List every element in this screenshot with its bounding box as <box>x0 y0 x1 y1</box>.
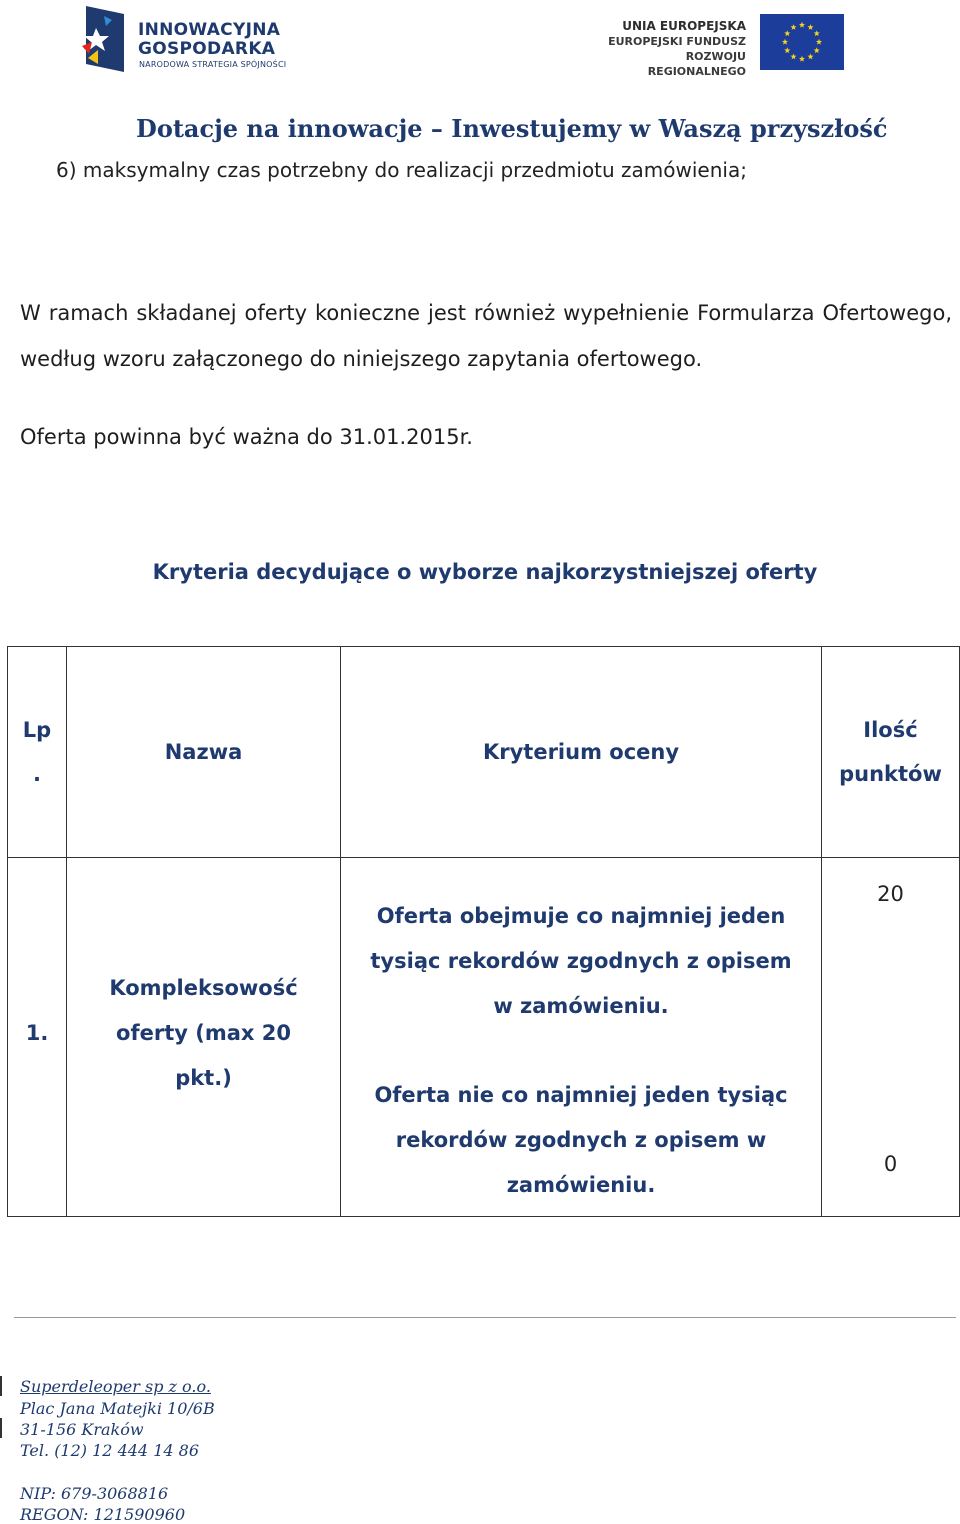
eu-logo-line3: ROZWOJU REGIONALNEGO <box>647 50 746 78</box>
item-6-text: 6) maksymalny czas potrzebny do realizacji przedmiotu zamówienia; <box>56 158 747 182</box>
criteria-table <box>7 646 960 1217</box>
criterion-b-line1: Oferta nie co najmniej jeden tysiąc <box>374 1083 788 1107</box>
table-header-row <box>8 647 960 858</box>
footer-phone: Tel. (12) 12 444 14 86 <box>20 1441 199 1460</box>
criterion-b <box>341 1073 821 1208</box>
row-lp-value: 1. <box>25 1021 49 1045</box>
row-lp <box>8 858 67 1217</box>
points-a: 20 <box>877 882 904 906</box>
footer-divider <box>14 1317 956 1318</box>
row-name-line2: oferty (max 20 <box>116 1020 291 1045</box>
criterion-a-line3: w zamówieniu. <box>493 994 669 1018</box>
offer-validity-text: Oferta powinna być ważna do 31.01.2015r. <box>20 425 473 449</box>
header-lp-line2: . <box>33 762 41 786</box>
footer-company[interactable] <box>20 1377 211 1396</box>
header-criterion: Kryterium oceny <box>341 647 822 858</box>
criterion-b-line3: zamówieniu. <box>506 1173 656 1197</box>
footer-company-link[interactable]: Superdeleoper sp z o.o. <box>20 1377 211 1396</box>
points-b: 0 <box>883 1152 898 1176</box>
footer-margin-bar <box>0 1376 2 1396</box>
header-name: Nazwa <box>67 647 341 858</box>
footer-nip: NIP: 679-3068816 <box>20 1484 169 1503</box>
header-lp-line1: Lp <box>22 718 52 742</box>
criteria-section-title: Kryteria decydujące o wyborze najkorzystniejszej oferty <box>152 560 818 584</box>
logo-left-line2: GOSPODARKA <box>138 39 276 59</box>
header-points-line2: punktów <box>839 762 942 786</box>
header-points-line1: Ilość <box>863 718 918 742</box>
row-name-line1: Kompleksowość <box>109 975 298 1000</box>
document-title: Dotacje na innowacje – Inwestujemy w Waszą przyszłość <box>136 114 888 143</box>
criterion-a-line1: Oferta obejmuje co najmniej jeden <box>376 904 786 928</box>
footer-city: 31-156 Kraków <box>20 1420 144 1439</box>
logo-left-line1: INNOWACYJNA <box>138 20 281 40</box>
header-lp <box>8 647 67 858</box>
footer-margin-bar <box>0 1418 2 1438</box>
row-criterion <box>341 858 822 1217</box>
criterion-b-line2: rekordów zgodnych z opisem w <box>395 1128 767 1152</box>
logo-left-line3: NARODOWA STRATEGIA SPÓJNOŚCI <box>139 60 287 69</box>
criterion-a-line2: tysiąc rekordów zgodnych z opisem <box>370 949 792 973</box>
row-points <box>822 858 960 1217</box>
row-name-line3: pkt.) <box>175 1065 232 1090</box>
eu-logo-line1: UNIA EUROPEJSKA <box>622 19 746 33</box>
footer-address: Plac Jana Matejki 10/6B <box>20 1399 215 1418</box>
innowacyjna-gospodarka-logo-icon <box>82 6 124 72</box>
row-name <box>67 858 341 1217</box>
innowacyjna-gospodarka-logo <box>82 6 302 72</box>
offer-form-paragraph: W ramach składanej oferty konieczne jest również wypełnienie Formularza Ofertowego, według wzoru załączonego do niniejszego zapytania ofertowego. <box>20 301 952 371</box>
header-points <box>822 647 960 858</box>
eu-logo-line2: EUROPEJSKI FUNDUSZ <box>608 35 746 48</box>
table-row <box>8 858 960 1217</box>
eu-logo <box>604 14 844 78</box>
footer-regon: REGON: 121590960 <box>20 1505 186 1524</box>
eu-flag-icon <box>760 14 844 70</box>
criterion-a <box>341 894 821 1029</box>
